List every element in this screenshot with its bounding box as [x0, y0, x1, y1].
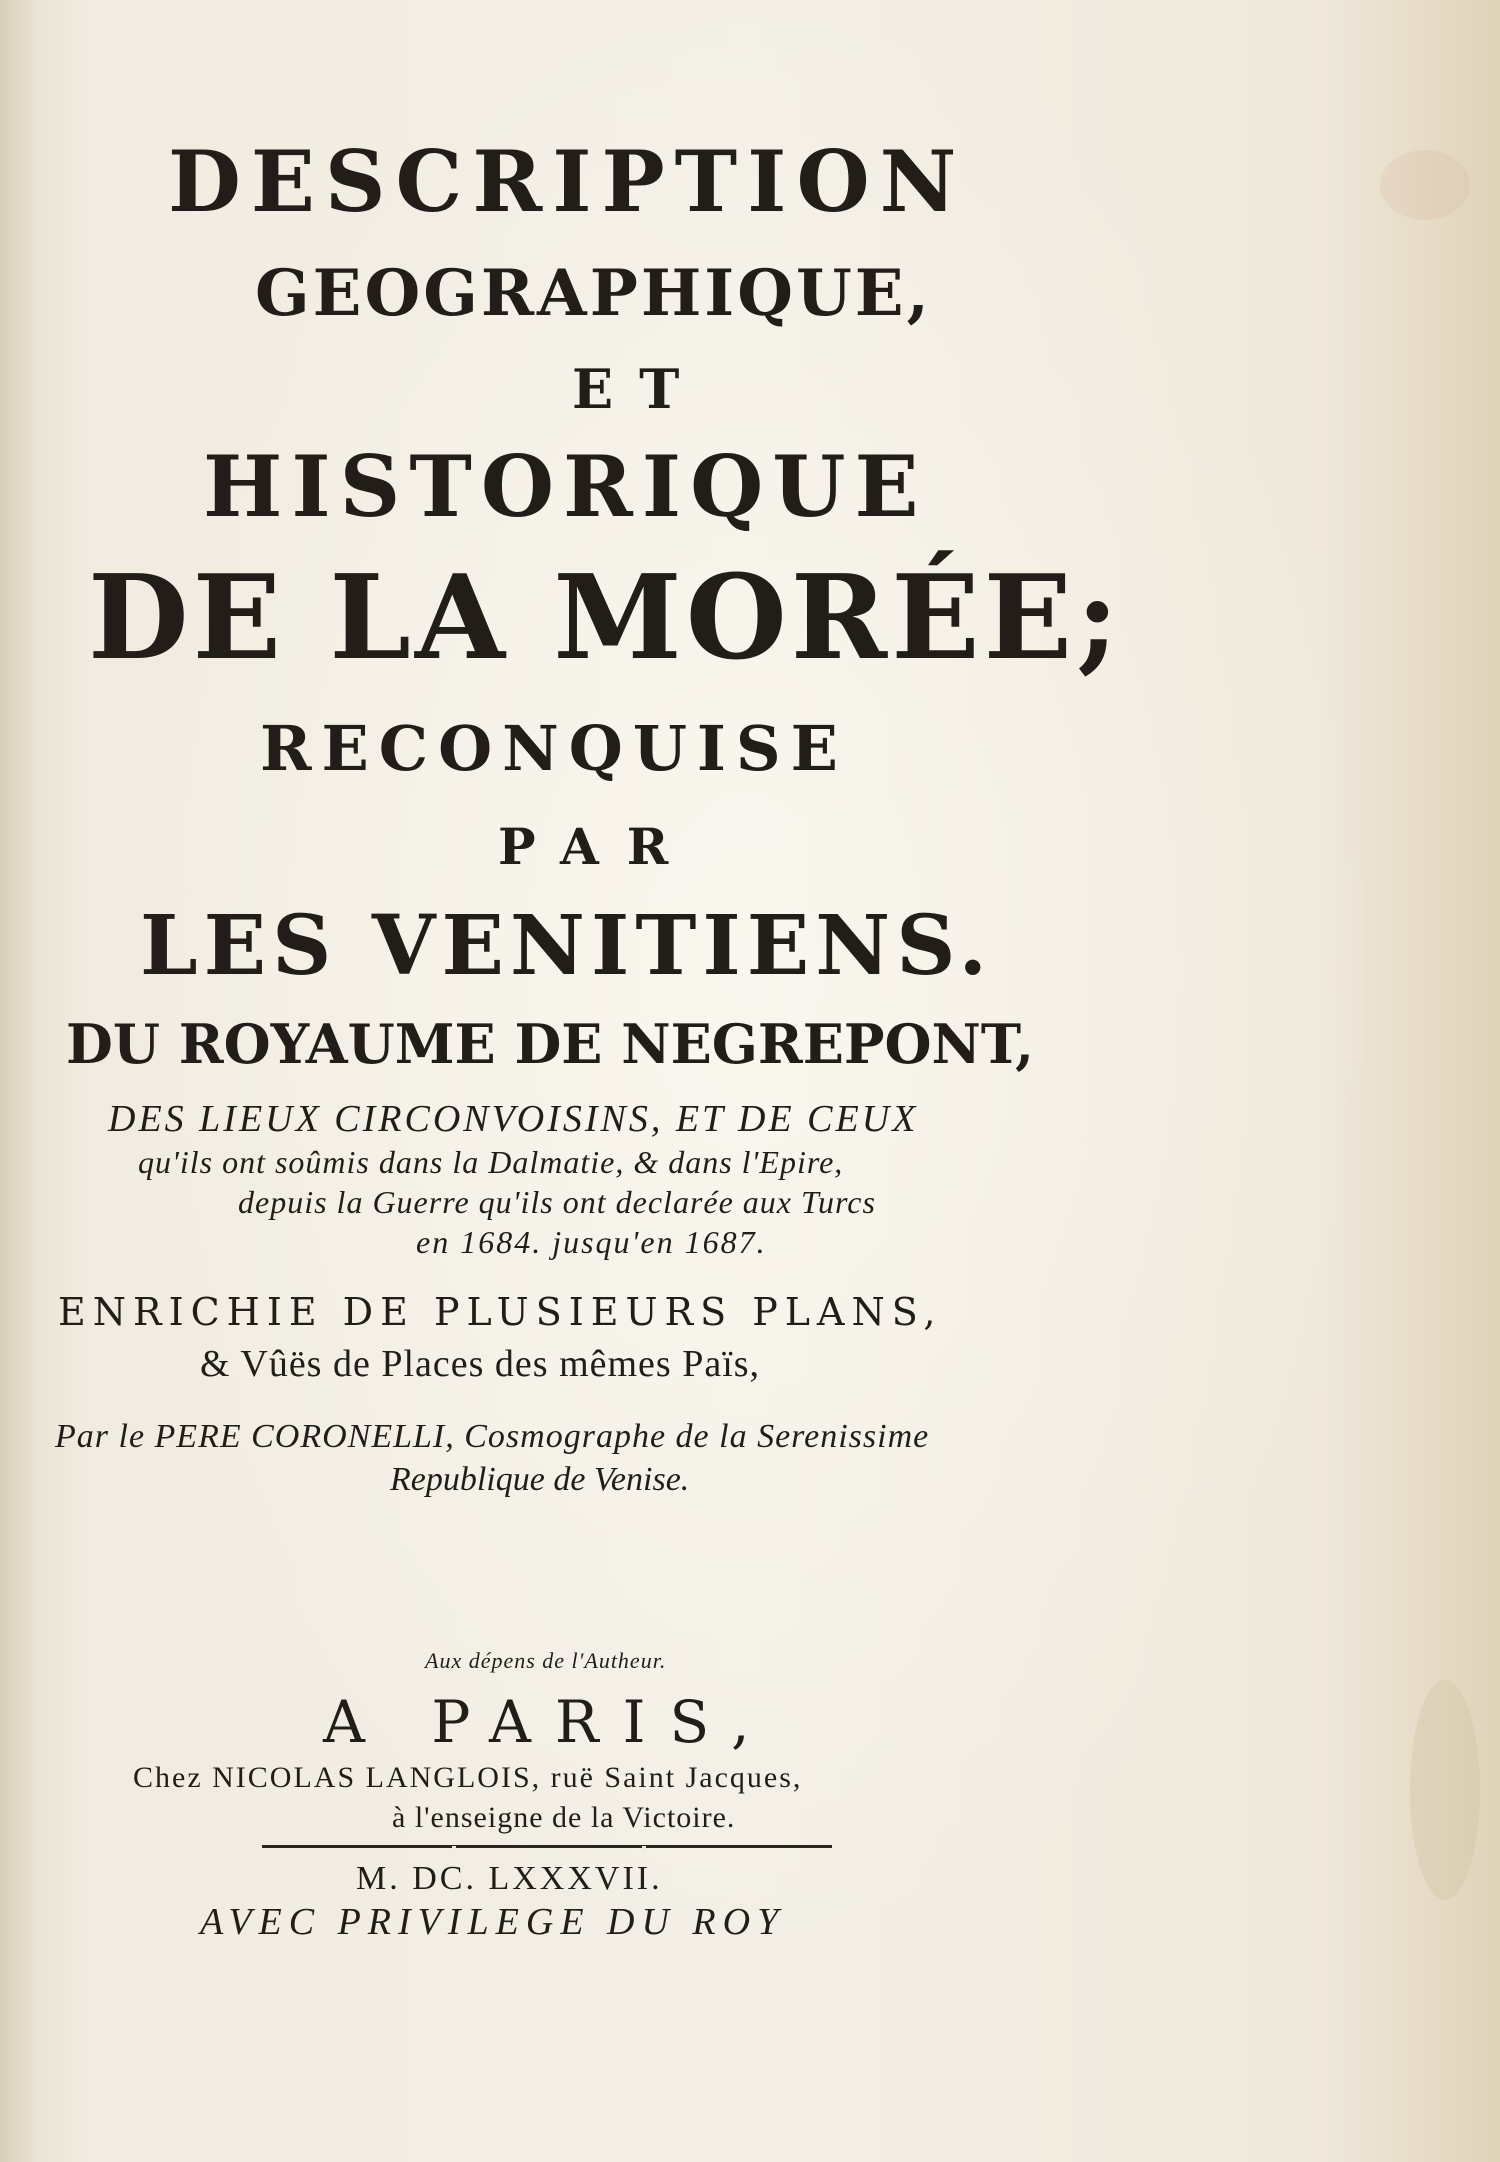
imprint-note: Aux dépens de l'Autheur. — [425, 1648, 667, 1673]
title-line-geographique: GEOGRAPHIQUE, — [255, 256, 932, 331]
author-line-2: Republique de Venise. — [390, 1461, 690, 1498]
imprint-rule — [262, 1845, 832, 1848]
enrichie-line-2: & Vûës de Places des mêmes Païs, — [200, 1343, 761, 1385]
imprint-city: A PARIS, — [323, 1688, 774, 1756]
imprint-privilege: AVEC PRIVILEGE DU ROY — [200, 1901, 786, 1943]
title-line-par: PAR — [498, 817, 697, 876]
title-line-historique: HISTORIQUE — [203, 437, 928, 536]
author-line-1: Par le PERE CORONELLI, Cosmographe de la Serenissime — [55, 1418, 930, 1455]
title-line-et: ET — [572, 357, 706, 421]
title-line-description: DESCRIPTION — [168, 132, 967, 231]
title-line-negrepont: DU ROYAUME DE NEGREPONT, — [66, 1012, 1034, 1076]
enrichie-line-1: ENRICHIE DE PLUSIEURS PLANS, — [58, 1290, 943, 1334]
subtitle-line-1: DES LIEUX CIRCONVOISINS, ET DE CEUX — [108, 1098, 919, 1140]
imprint-publisher-1: Chez NICOLAS LANGLOIS, ruë Saint Jacques, — [133, 1761, 803, 1794]
subtitle-line-4: en 1684. jusqu'en 1687. — [416, 1224, 767, 1260]
subtitle-line-2: qu'ils ont soûmis dans la Dalmatie, & dans l'Epire, — [138, 1144, 844, 1180]
imprint-rule — [452, 1846, 456, 1852]
imprint-rule — [642, 1846, 646, 1852]
imprint-publisher-2: à l'enseigne de la Victoire. — [392, 1801, 736, 1834]
paper-stain — [0, 0, 40, 2162]
paper-stain — [1330, 0, 1500, 2162]
title-line-de-la-moree: DE LA MORÉE; — [88, 550, 1123, 686]
subtitle-line-3: depuis la Guerre qu'ils ont declarée aux Turcs — [238, 1184, 876, 1220]
paper-stain — [1380, 150, 1470, 220]
imprint-year: M. DC. LXXXVII. — [356, 1860, 663, 1897]
title-line-reconquise: RECONQUISE — [260, 712, 848, 785]
paper-stain — [1410, 1680, 1480, 1900]
title-line-les-venitiens: LES VENITIENS. — [140, 898, 994, 994]
